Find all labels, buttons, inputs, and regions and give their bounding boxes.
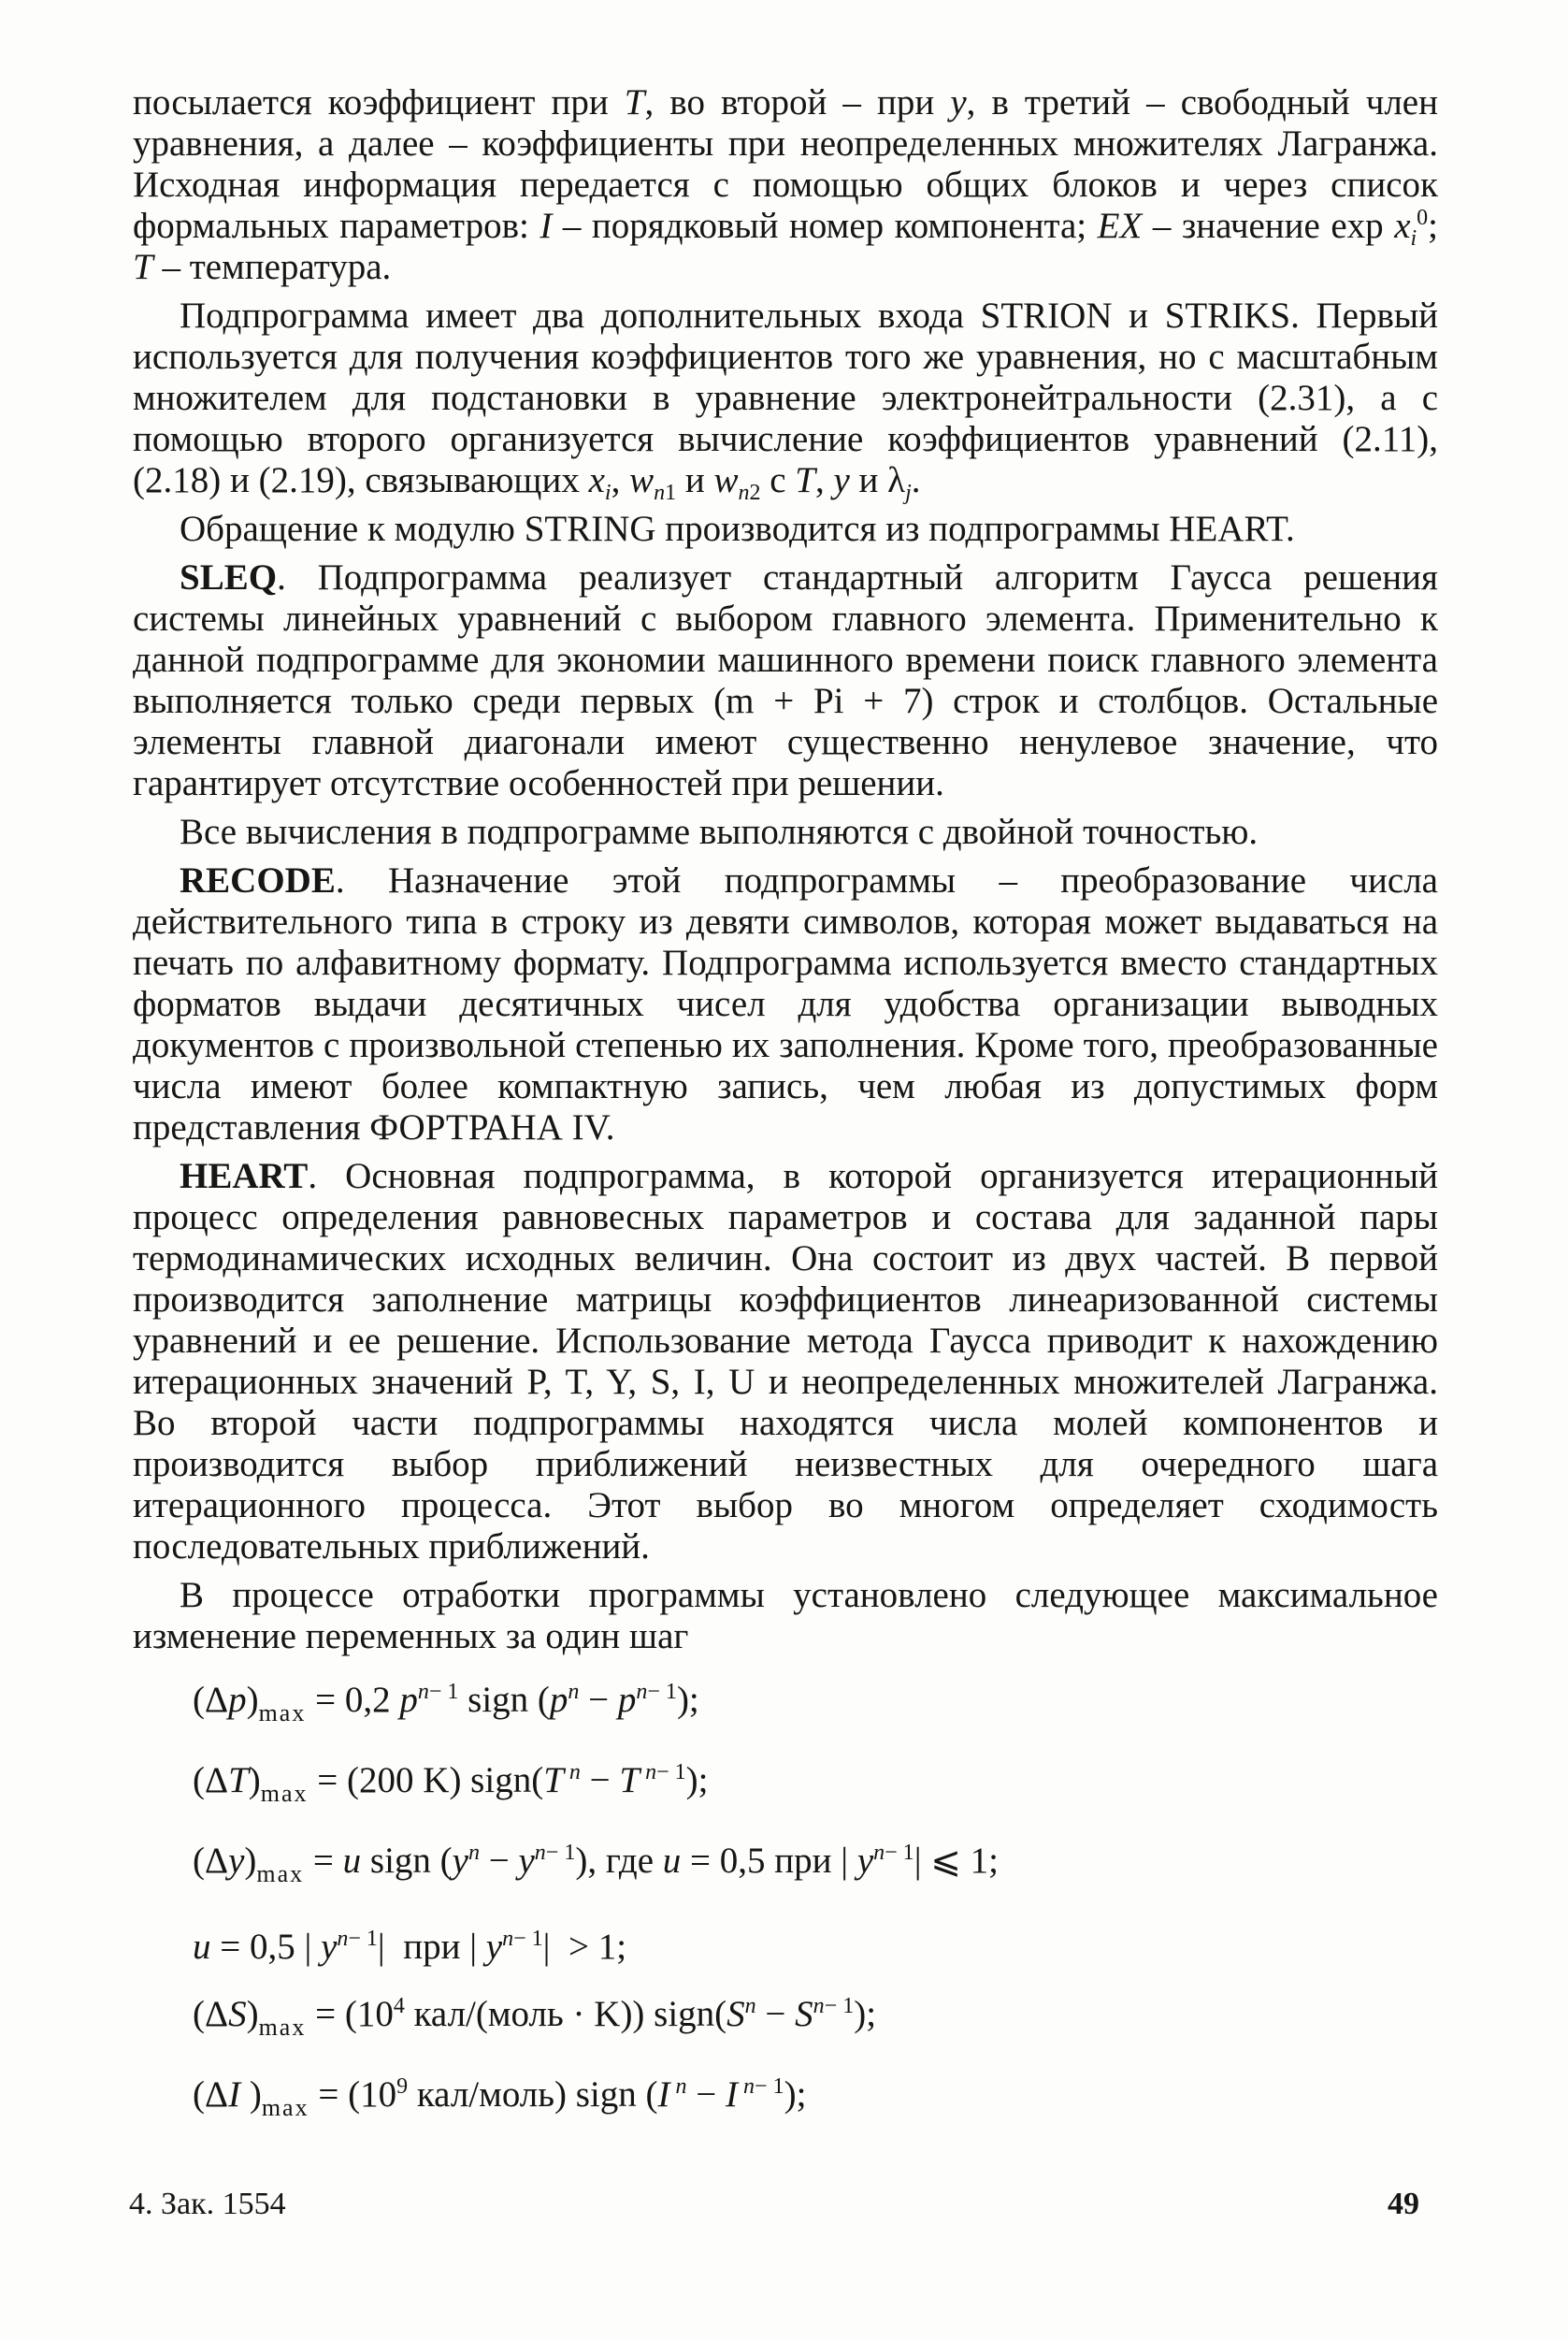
- paragraph-1: посылается коэффициент при T, во второй – при y, в третий – свободный член уравнения, а далее – коэффициенты при неопределенных множителях Лагранжа. Исходная информация передается с помощью общих блоков и через список формальных параметров: I – порядковый номер компонента; EX – значение $\exp x_i^0$; T – температура.: [133, 82, 1439, 287]
- recode-keyword: RECODE: [180, 860, 336, 901]
- paragraph-sleq: [133, 557, 1438, 804]
- paragraph-heart: [133, 1156, 1438, 1567]
- paragraph-8: В процессе отработки программы установлено следующее максимальное изменение переменных за один шаг: [133, 1575, 1438, 1656]
- paragraph-2: Подпрограмма имеет два дополнительных входа STRION и STRIKS. Первый используется для получения коэффициентов того же уравнения, но с масштабным множителем для подстановки в уравнение электронейтральности (2.31), а с помощью второго организуется вычисление коэффициентов уравнений (2.11), (2.18) и (2.19), связывающих $x_i$, $w_{n1}$ и $w_{n2}$ с T, y и $\lambda_j$.: [133, 296, 1438, 505]
- heart-text: . Основная подпрограмма, в которой организуется итерационный процесс определения равновесных параметров и состава для заданной пары термодинамических исходных величин. Она состоит из двух частей. В первой производится заполнение матрицы коэффициентов линеаризованной системы уравнений и ее решение. Использование метода Гаусса приводит к нахождению итерационных значений P, T, Y, S, I, U и неопределенных множителей Лагранжа. Во второй части подпрограммы находятся числа молей компонентов и производится выбор приближений неизвестных для очередного шага итерационного процесса. Этот выбор во многом определяет сходимость последовательных приближений.: [133, 1156, 1438, 1567]
- formula-dy: $(\Delta y)_{max} = u$ sign $(y^n - y^{n- 1})$, где u = 0,5 при | $y^{n- 1}|$ ⩽ 1;: [193, 1841, 1000, 1887]
- page-footer: [129, 2187, 1419, 2222]
- paragraph-3: Обращение к модулю STRING производится из подпрограммы HEART.: [180, 509, 1295, 549]
- sleq-keyword: SLEQ: [180, 557, 278, 598]
- formula-ds: $(\Delta S)_{max} = (10^4$ кал/(моль · K)) $sign(S^n - S^{n- 1})$;: [193, 1994, 877, 2041]
- sleq-text: . Подпрограмма реализует стандартный алгоритм Гаусса решения системы линейных уравнений с выбором главного элемента. Применительно к данной подпрограмме для экономии машинного времени поиск главного элемента выполняется только среди первых (m + Pi + 7) строк и столбцов. Остальные элементы главной диагонали имеют существенно ненулевое значение, что гарантирует отсутствие особенностей при решении.: [133, 557, 1438, 803]
- formula-dp: $(\Delta p)_{max} = 0,2$ $p^{n- 1}$ sign $(p^n - p^{n- 1})$;: [193, 1680, 699, 1726]
- formula-di: (ΔI )$_{max} = (10^9$ кал/моль) sign (I $^n$ − I $^{n- 1}$);: [193, 2074, 807, 2121]
- formula-block: [133, 1678, 1438, 2131]
- page-number: 49: [1388, 2187, 1419, 2221]
- formula-dt: $(\Delta T)_{max} = (200$ K) sign(T $^n$ − T $^{n- 1}$);: [193, 1760, 709, 1807]
- printer-signature: 4. Зак. 1554: [129, 2187, 286, 2221]
- page-body: [133, 82, 1438, 2153]
- heart-keyword: HEART: [180, 1156, 309, 1196]
- paragraph-recode: [133, 860, 1438, 1148]
- recode-text: . Назначение этой подпрограммы – преобразование числа действительного типа в строку из девяти символов, которая может выдаваться на печать по алфавитному формату. Подпрограмма используется вместо стандартных форматов выдачи десятичных чисел для удобства организации выводных документов с произвольной степенью их заполнения. Кроме того, преобразованные числа имеют более компактную запись, чем любая из допустимых форм представления ФОРТРАНА IV.: [133, 860, 1438, 1148]
- formula-u: u = 0,5 | $y^{n- 1}|$ при | $y^{n- 1}| > 1$;: [193, 1927, 627, 1967]
- paragraph-5: Все вычисления в подпрограмме выполняются с двойной точностью.: [180, 812, 1259, 852]
